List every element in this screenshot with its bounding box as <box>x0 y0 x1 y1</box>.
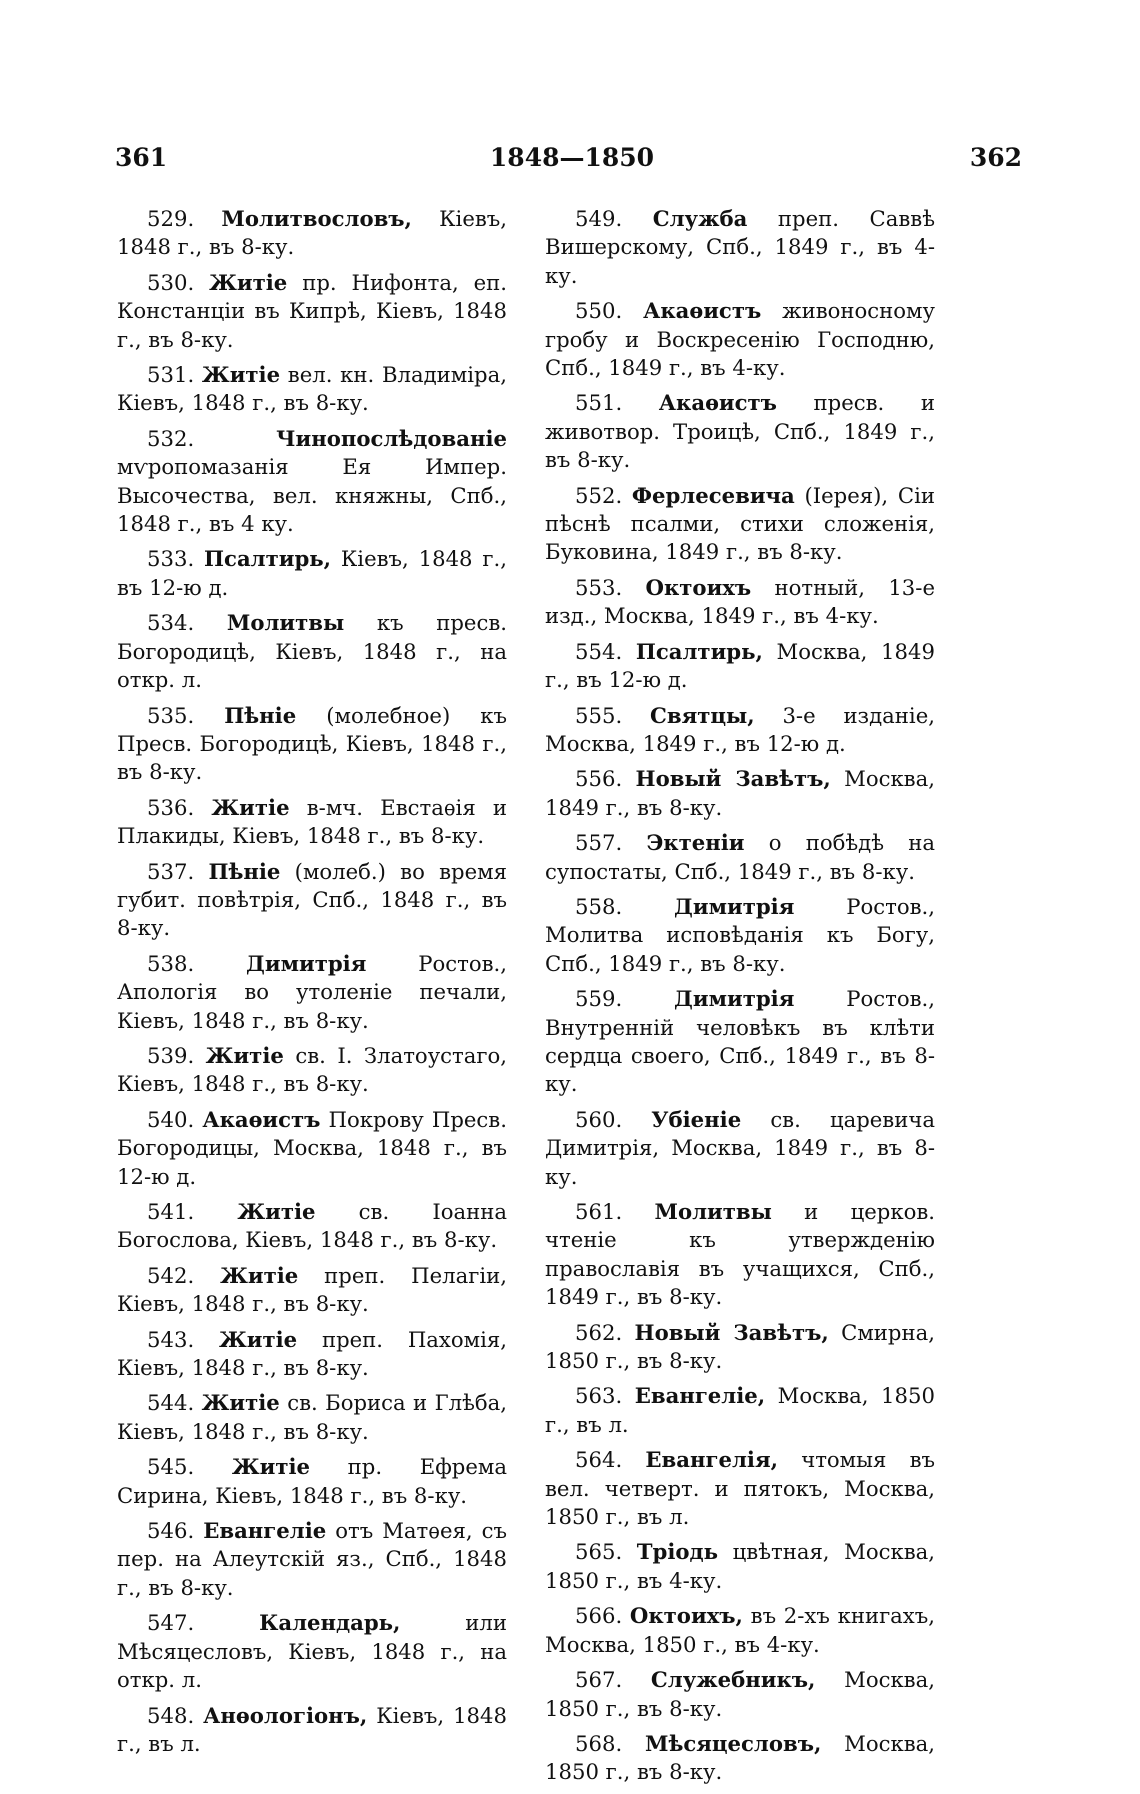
entry-description: Ростов., Молитва исповѣданія къ Богу, Спб., 1849 г., въ 8-ку. <box>545 893 935 976</box>
entry-description: Кіевъ, 1848 г., въ л. <box>117 1702 507 1756</box>
entry-number: 562. <box>575 1319 623 1345</box>
catalog-entry <box>117 1517 507 1602</box>
entry-number: 530. <box>147 269 195 295</box>
entry-number: 556. <box>575 766 623 792</box>
entry-title: Житіе <box>218 1326 298 1352</box>
entry-description: къ пресв. Богородицѣ, Кіевъ, 1848 г., на откр. л. <box>117 610 507 693</box>
catalog-entry <box>117 858 507 943</box>
entry-number: 555. <box>575 702 623 728</box>
catalog-entry <box>117 1198 507 1255</box>
catalog-entry <box>117 269 507 354</box>
entry-title: Житіе <box>201 1390 280 1416</box>
entry-description: или Мѣсяцесловъ, Кіевъ, 1848 г., на откр. л. <box>117 1610 507 1693</box>
entry-title: Акаѳистъ <box>658 390 777 416</box>
catalog-entry <box>545 1446 935 1531</box>
catalog-entry <box>545 829 935 886</box>
catalog-entry <box>117 1453 507 1510</box>
entry-description: Москва, 1850 г., въ 8-ку. <box>545 1667 935 1721</box>
catalog-entry <box>545 205 935 290</box>
entry-description: св. Іоанна Богослова, Кіевъ, 1848 г., въ 8-ку. <box>117 1199 507 1253</box>
entry-description: (молебное) къ Пресв. Богородицѣ, Кіевъ, 1848 г., въ 8-ку. <box>117 702 507 785</box>
entry-title: Служба <box>652 206 748 231</box>
entry-title: Новый Завѣтъ, <box>634 1319 829 1345</box>
entry-title: Псалтирь, <box>204 546 332 572</box>
entry-title: Пѣніе <box>224 702 297 728</box>
entry-number: 532. <box>147 425 195 451</box>
entry-title: Димитрія <box>674 986 795 1012</box>
entry-title: Эктеніи <box>646 830 745 856</box>
entry-title: Евангеліе, <box>634 1383 766 1409</box>
entry-title: Молитвословъ, <box>221 206 412 231</box>
catalog-entry <box>117 1106 507 1191</box>
entry-description: Кіевъ, 1848 г., въ 8-ку. <box>117 206 507 260</box>
entry-number: 534. <box>147 610 195 636</box>
entry-title: Житіе <box>201 362 281 388</box>
entry-description: въ 2-хъ книгахъ, Москва, 1850 г., въ 4-ку. <box>545 1603 935 1657</box>
entry-description: (молеб.) во время губит. повѣтрія, Спб., 1848 г., въ 8-ку. <box>117 858 507 941</box>
entry-number: 537. <box>147 858 195 884</box>
catalog-entry <box>117 1702 507 1759</box>
entry-description: преп. Пахомія, Кіевъ, 1848 г., въ 8-ку. <box>117 1326 507 1381</box>
entry-title: Житіе <box>231 1454 311 1480</box>
entry-description: и церков. чтеніе къ утвержденію православія въ учащихся, Спб., 1849 г., въ 8-ку. <box>545 1199 935 1310</box>
catalog-entry <box>545 1382 935 1439</box>
entry-number: 549. <box>575 206 623 231</box>
entry-title: Димитрія <box>246 950 367 976</box>
entry-description: 3-е изданіе, Москва, 1849 г., въ 12-ю д. <box>545 702 935 756</box>
left-column <box>117 205 507 1765</box>
entry-description: в-мч. Евстаѳія и Плакиды, Кіевъ, 1848 г., въ 8-ку. <box>117 794 507 849</box>
entry-number: 538. <box>147 950 195 976</box>
catalog-entry <box>117 425 507 539</box>
entry-number: 561. <box>575 1199 623 1224</box>
entry-number: 565. <box>575 1539 623 1565</box>
catalog-entry <box>545 1538 935 1595</box>
entry-number: 541. <box>147 1199 195 1224</box>
entry-description: мѵропомазанія Ея Импер. Высочества, вел. княжны, Спб., 1848 г., въ 4 ку. <box>117 454 507 537</box>
entry-description: Кіевъ, 1848 г., въ 12-ю д. <box>117 546 507 600</box>
entry-number: 543. <box>147 1326 195 1352</box>
year-range-title: 1848—1850 <box>489 143 655 172</box>
catalog-entry <box>545 765 935 822</box>
entry-title: Акаѳистъ <box>643 298 762 324</box>
entry-description: живоносному гробу и Воскресенію Господню, Спб., 1849 г., въ 4-ку. <box>545 298 935 381</box>
entry-number: 563. <box>575 1383 623 1409</box>
catalog-entry <box>117 609 507 694</box>
entry-number: 542. <box>147 1262 195 1288</box>
entry-title: Анѳологіонъ, <box>203 1702 368 1728</box>
entry-number: 551. <box>575 390 623 416</box>
entry-title: Октоихъ <box>645 574 752 600</box>
entry-title: Акаѳистъ <box>202 1106 321 1132</box>
entry-number: 536. <box>147 794 195 820</box>
entry-title: Евангелія, <box>645 1447 778 1473</box>
entry-description: Смирна, 1850 г., въ 8-ку. <box>545 1319 935 1374</box>
entry-number: 548. <box>147 1702 195 1728</box>
entry-title: Календарь, <box>259 1610 401 1636</box>
entry-title: Житіе <box>209 269 288 295</box>
entry-title: Чинопослѣдованіе <box>276 425 507 451</box>
catalog-entry <box>117 794 507 851</box>
entry-title: Молитвы <box>654 1199 772 1224</box>
entry-title: Псалтирь, <box>635 638 763 664</box>
entry-description: цвѣтная, Москва, 1850 г., въ 4-ку. <box>545 1539 935 1593</box>
left-page-number: 361 <box>115 143 168 172</box>
entry-description: Москва, 1850 г., въ 8-ку. <box>545 1730 935 1785</box>
entry-number: 553. <box>575 574 623 600</box>
entry-description: отъ Матѳея, съ пер. на Алеутскій яз., Спб., 1848 г., въ 8-ку. <box>117 1518 507 1600</box>
entry-number: 533. <box>147 546 195 572</box>
entry-title: Евангеліе <box>203 1518 327 1544</box>
catalog-entry <box>545 389 935 474</box>
catalog-entry <box>117 1262 507 1319</box>
entry-title: Тріодь <box>636 1539 719 1565</box>
catalog-entry <box>117 1042 507 1099</box>
catalog-entry <box>545 985 935 1099</box>
entry-number: 552. <box>575 482 623 508</box>
entry-title: Служебникъ, <box>650 1667 816 1693</box>
entry-title: Новый Завѣтъ, <box>635 766 831 792</box>
entry-number: 564. <box>575 1447 623 1473</box>
entry-number: 567. <box>575 1667 623 1693</box>
entry-description: Ростов., Внутренній человѣкъ въ клѣти сердца своего, Спб., 1849 г., въ 8-ку. <box>545 986 935 1097</box>
entry-number: 529. <box>147 206 195 231</box>
entry-number: 531. <box>147 362 195 388</box>
entry-description: Покрову Пресв. Богородицы, Москва, 1848 г., въ 12-ю д. <box>117 1106 507 1189</box>
entry-title: Житіе <box>220 1262 299 1288</box>
page-header <box>0 143 1140 183</box>
entry-description: Москва, 1849 г., въ 12-ю д. <box>545 638 935 693</box>
entry-description: пр. Нифонта, еп. Констанціи въ Кипрѣ, Кіевъ, 1848 г., въ 8-ку. <box>117 269 507 352</box>
entry-title: Святцы, <box>650 702 755 728</box>
entry-description: св. І. Златоустаго, Кіевъ, 1848 г., въ 8-ку. <box>117 1042 507 1097</box>
entry-number: 568. <box>575 1730 623 1756</box>
entry-number: 544. <box>147 1390 195 1416</box>
entry-title: Димитрія <box>674 893 795 919</box>
entry-description: (Іерея), Сіи пѣснѣ псалми, стихи сложенія, Буковина, 1849 г., въ 8-ку. <box>545 482 935 565</box>
catalog-entry <box>117 545 507 602</box>
catalog-entry <box>545 1602 935 1659</box>
entry-number: 539. <box>147 1042 195 1068</box>
entry-title: Октоихъ, <box>629 1603 743 1629</box>
entry-title: Житіе <box>211 794 290 820</box>
right-column <box>545 205 935 1794</box>
entry-title: Мѣсяцесловъ, <box>644 1730 822 1756</box>
catalog-entry <box>545 638 935 695</box>
entry-description: преп. Пелагіи, Кіевъ, 1848 г., въ 8-ку. <box>117 1262 507 1317</box>
entry-title: Молитвы <box>226 610 345 636</box>
entry-description: Москва, 1849 г., въ 8-ку. <box>545 766 935 820</box>
entry-description: вел. кн. Владиміра, Кіевъ, 1848 г., въ 8-ку. <box>117 362 507 416</box>
entry-number: 546. <box>147 1518 195 1544</box>
entry-number: 547. <box>147 1610 195 1636</box>
catalog-entry <box>545 1198 935 1312</box>
catalog-entry <box>117 361 507 418</box>
entry-number: 540. <box>147 1106 195 1132</box>
entry-number: 560. <box>575 1106 623 1132</box>
entry-title: Убіеніе <box>651 1106 742 1132</box>
entry-description: чтомыя въ вел. четверт. и пятокъ, Москва, 1850 г., въ л. <box>545 1447 935 1530</box>
right-page-number: 362 <box>969 143 1022 172</box>
entry-description: пресв. и животвор. Троицѣ, Спб., 1849 г., въ 8-ку. <box>545 390 935 473</box>
catalog-entry <box>545 1106 935 1191</box>
entry-number: 545. <box>147 1454 195 1480</box>
catalog-entry <box>545 482 935 567</box>
entry-number: 566. <box>575 1603 623 1629</box>
catalog-entry <box>117 205 507 262</box>
entry-number: 559. <box>575 986 623 1012</box>
catalog-entry <box>545 574 935 631</box>
entry-number: 554. <box>575 638 623 664</box>
entry-description: Ростов., Апологія во утоленіе печали, Кіевъ, 1848 г., въ 8-ку. <box>117 950 507 1033</box>
entry-title: Житіе <box>205 1042 284 1068</box>
catalog-entry <box>117 950 507 1035</box>
catalog-entry <box>545 702 935 759</box>
catalog-entry <box>545 1319 935 1376</box>
catalog-entry <box>117 1609 507 1694</box>
entry-description: св. царевича Димитрія, Москва, 1849 г., въ 8-ку. <box>545 1106 935 1189</box>
catalog-entry <box>545 893 935 978</box>
entry-description: о побѣдѣ на супостаты, Спб., 1849 г., въ 8-ку. <box>545 830 935 884</box>
catalog-entry <box>117 702 507 787</box>
entry-number: 550. <box>575 298 623 324</box>
entry-description: нотный, 13-е изд., Москва, 1849 г., въ 4-ку. <box>545 574 935 629</box>
catalog-entry <box>117 1389 507 1446</box>
entry-description: преп. Саввѣ Вишерскому, Спб., 1849 г., въ 4-ку. <box>545 206 935 288</box>
entry-title: Ферлесевича <box>631 482 795 508</box>
entry-description: пр. Ефрема Сирина, Кіевъ, 1848 г., въ 8-ку. <box>117 1454 507 1508</box>
entry-description: Москва, 1850 г., въ л. <box>545 1383 935 1437</box>
entry-title: Пѣніе <box>208 858 281 884</box>
entry-title: Житіе <box>237 1199 316 1224</box>
catalog-entry <box>545 1730 935 1787</box>
catalog-entry <box>117 1326 507 1383</box>
catalog-entry <box>545 297 935 382</box>
entry-number: 535. <box>147 702 195 728</box>
entry-number: 558. <box>575 893 623 919</box>
entry-description: св. Бориса и Глѣба, Кіевъ, 1848 г., въ 8-ку. <box>117 1390 507 1444</box>
entry-number: 557. <box>575 830 623 856</box>
catalog-entry <box>545 1666 935 1723</box>
